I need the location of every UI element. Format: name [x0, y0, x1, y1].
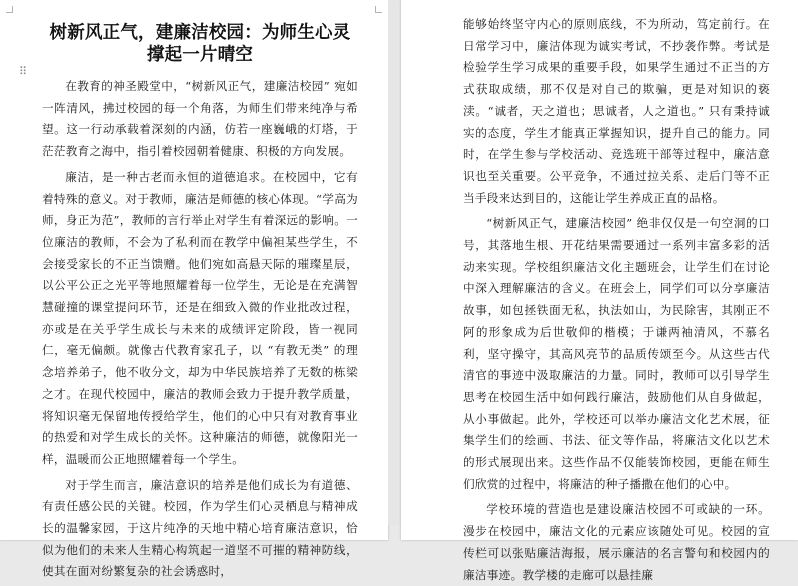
document-page-1 [0, 0, 388, 579]
page-separator [388, 0, 401, 525]
paragraph[interactable]: 对于学生而言，廉洁意识的培养是他们成长为有道德、有责任感公民的关键。校园，作为学生们心灵栖息与精神成长的温馨家园，于这片纯净的天地中精心培育廉洁意识，恰似为他们的未来人生精心构筑起一道坚不可摧的精神防线，使其在面对纷繁复杂的社会诱惑时， [42, 477, 358, 579]
page-margin-corner [6, 6, 13, 13]
document-page-2 [401, 0, 798, 582]
paragraph[interactable]: 在教育的神圣殿堂中，“树新风正气，建廉洁校园” 宛如一阵清风，拂过校园的每一个角落，为师生们带来纯净与希望。这一行动承载着深刻的内涵，仿若一座巍峨的灯塔，于茫茫教育之海中，指引着校园朝着健康、积极的方向发展。 [42, 79, 358, 159]
document-title[interactable]: 树新风正气，建廉洁校园：为师生心灵撑起一片晴空 [49, 23, 351, 65]
block-drag-handle-icon[interactable]: ⠿ [19, 65, 27, 78]
paragraph[interactable]: 能够始终坚守内心的原则底线，不为所动，笃定前行。在日常学习中，廉洁体现为诚实考试，不抄袭作弊。考试是检验学生学习成果的重要手段，如果学生通过不正当的方式获取成绩，那不仅是对自己的欺骗，更是对知识的亵渎。“诚者，天之道也；思诚者，人之道也。” 只有秉持诚实的态度，学生才能真正掌握知识，提升自己的能力。同时，在学生参与学校活动、竞选班干部等过程中，廉洁意识也至关重要。公平竞争，不通过拉关系、走后门等不正当手段来达到目的，这能让学生养成正直的品格。 [463, 17, 770, 205]
paragraph[interactable]: 廉洁，是一种古老而永恒的道德追求。在校园中，它有着特殊的意义。对于教师，廉洁是师德的核心体现。“学高为师，身正为范”，教师的言行举止对学生有着深远的影响。一位廉洁的教师，不会为了私利而在教学中偏袒某些学生，不会接受家长的不正当馈赠。他们宛如高悬天际的璀璨星辰，以公平公正之光平等地照耀着每一位学生，无论是在充满智慧碰撞的课堂提问环节，还是在细致入微的作业批改过程，亦或是在关乎学生成长与未来的成绩评定阶段，皆一视同仁，毫无偏颇。就像古代教育家孔子，以 “有教无类” 的理念培养弟子，他不收分文，却为中华民族培养了无数的栋梁之才。在现代校园中，廉洁的教师会致力于提升教学质量，将知识毫无保留地传授给学生，他们的心中只有对教育事业的热爱和对学生成长的关怀。这种廉洁的师德，就像阳光一样，温暖而公正地照耀着每一个学生。 [42, 169, 358, 466]
paragraph[interactable]: “树新风正气，建廉洁校园” 绝非仅仅是一句空洞的口号，其落地生根、开花结果需要通过一系列丰富多彩的活动来实现。学校组织廉洁文化主题班会，让学生们在讨论中深入理解廉洁的含义。在班会上，同学们可以分享廉洁故事，如包拯铁面无私，执法如山，为民除害，其刚正不阿的形象成为后世敬仰的楷模；于谦两袖清风，不慕名利，坚守操守，其高风亮节的品质传颂至今。从这些古代清官的事迹中汲取廉洁的力量。同时，教师可以引导学生思考在校园生活中如何践行廉洁，鼓励他们从自身做起，从小事做起。此外，学校还可以举办廉洁文化艺术展，征集学生们的绘画、书法、征文等作品，将廉洁文化以艺术的形式展现出来。这些作品不仅能装饰校园，更能在师生们欣赏的过程中，将廉洁的种子播撒在他们的心中。 [463, 216, 770, 491]
page-margin-corner [375, 6, 382, 13]
paragraph[interactable]: 学校环境的营造也是建设廉洁校园不可或缺的一环。漫步在校园中，廉洁文化的元素应该随处可见。校园的宣传栏可以张贴廉洁海报，展示廉洁的名言警句和校园内的廉洁事迹。教学楼的走廊可以悬挂廉 [463, 502, 770, 582]
